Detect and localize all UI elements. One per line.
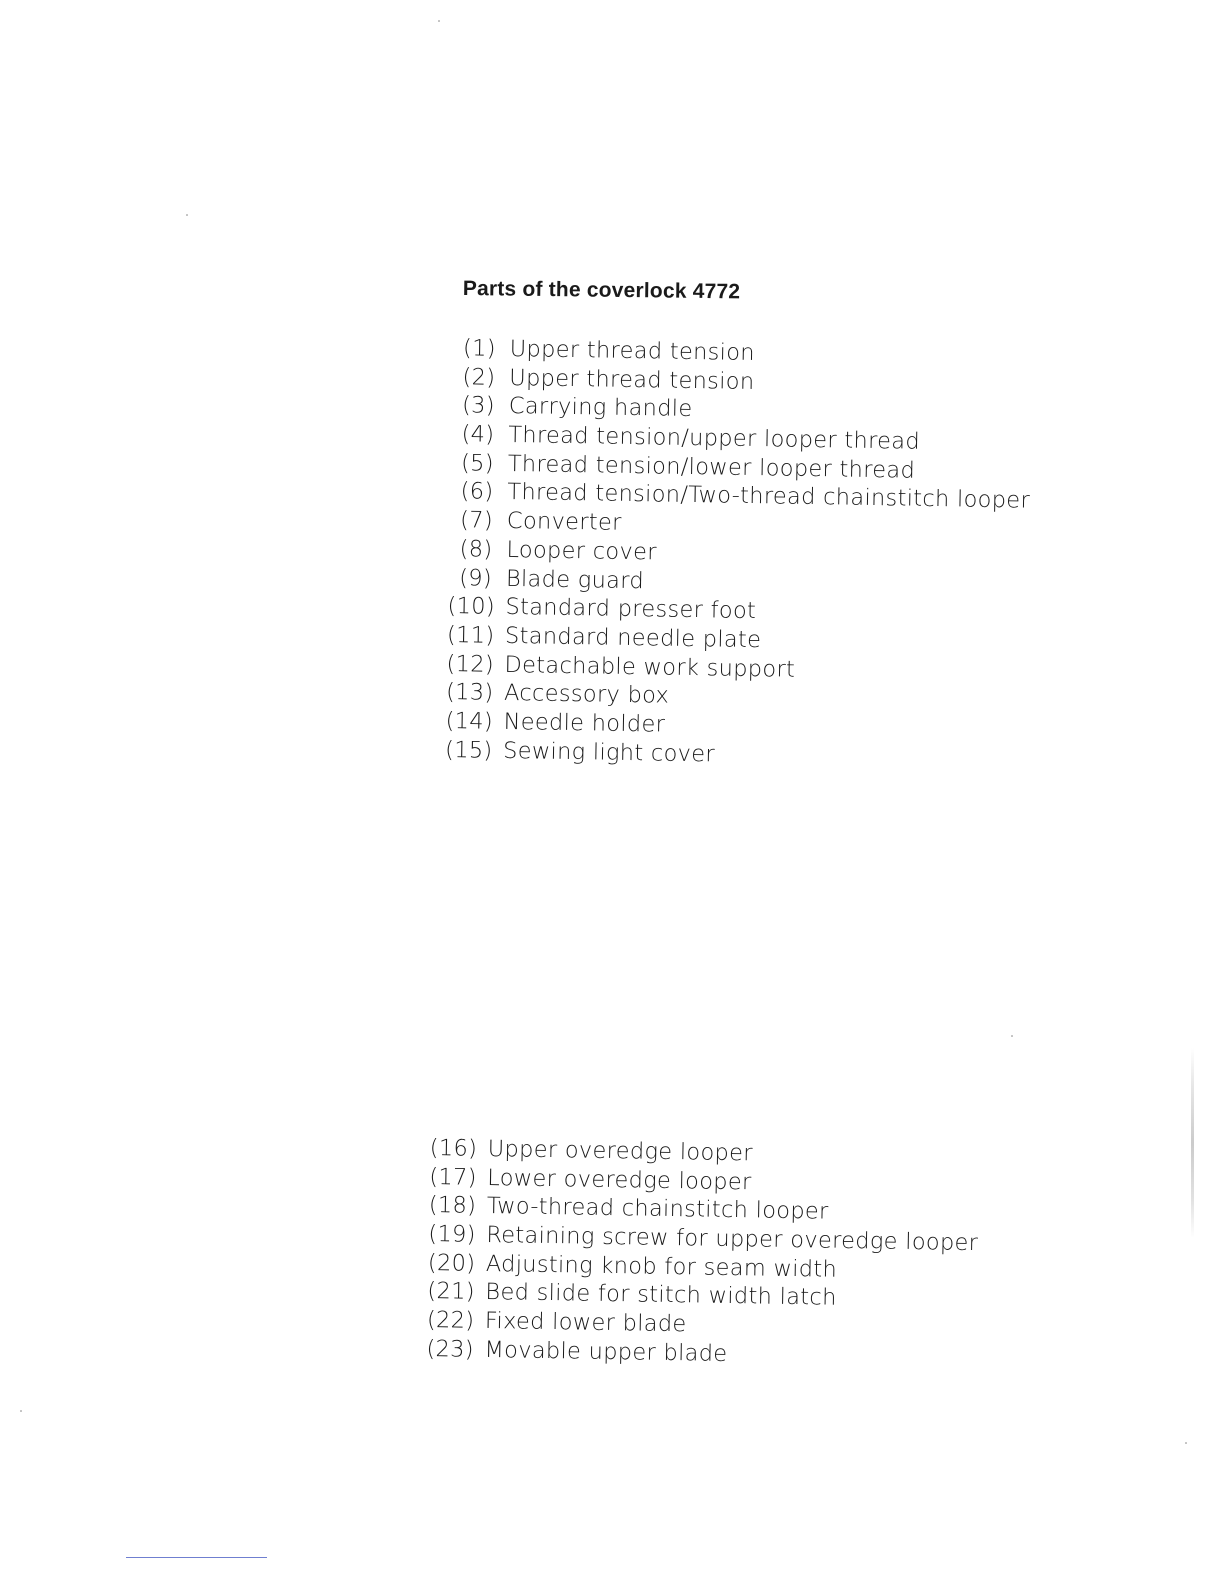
part-name: Fixed lower blade [484, 1308, 687, 1338]
part-number: (23) [426, 1335, 475, 1363]
part-number: (19) [428, 1221, 476, 1248]
part-name: Detachable work support [504, 651, 796, 683]
part-name: Retaining screw for upper overedge looper [486, 1222, 979, 1257]
scan-speck [186, 214, 188, 216]
part-number: (13) [445, 679, 494, 706]
part-name: Upper overedge looper [487, 1135, 754, 1167]
part-name: Converter [506, 508, 622, 536]
part-name: Movable upper blade [484, 1336, 728, 1367]
part-name: Carrying handle [508, 393, 693, 423]
parts-list-upper [445, 335, 1033, 775]
scan-artifact-line [126, 1557, 267, 1558]
part-number: (11) [446, 621, 495, 649]
part-name: Needle holder [503, 708, 666, 738]
part-name: Two-thread chainstitch looper [486, 1193, 829, 1225]
part-name: Thread tension/lower looper thread [507, 450, 916, 484]
part-name: Adjusting knob for seam width [485, 1250, 838, 1283]
part-number: (14) [445, 707, 494, 735]
part-name: Thread tension/upper looper thread [508, 422, 921, 455]
part-number: (3) [461, 392, 496, 420]
part-number: (15) [444, 736, 493, 764]
part-number: (12) [446, 650, 495, 678]
part-number: (2) [462, 363, 496, 391]
part-number: (4) [461, 421, 495, 448]
part-name: Sewing light cover [502, 737, 716, 768]
part-number: (6) [460, 478, 494, 506]
scan-artifact-edge [1191, 1048, 1194, 1238]
part-number: (10) [447, 593, 496, 620]
part-number: (1) [462, 335, 496, 362]
part-name: Upper thread tension [509, 335, 756, 367]
part-name: Upper thread tension [509, 364, 755, 395]
part-number: (16) [429, 1135, 478, 1162]
part-number: (22) [426, 1307, 475, 1334]
part-name: Bed slide for stitch width latch [485, 1279, 837, 1312]
part-name: Lower overedge looper [487, 1164, 752, 1196]
part-name: Standard needle plate [504, 622, 762, 654]
scan-speck [438, 20, 440, 22]
part-number: (18) [428, 1192, 477, 1220]
part-name: Blade guard [505, 565, 645, 594]
part-name: Accessory box [503, 680, 670, 709]
scan-speck [1185, 1442, 1187, 1444]
part-number: (8) [459, 535, 493, 563]
parts-list-lower [426, 1135, 980, 1374]
part-number: (17) [429, 1163, 477, 1191]
part-number: (5) [460, 449, 495, 477]
part-number: (21) [427, 1278, 476, 1306]
scan-speck [1011, 1035, 1013, 1037]
part-number: (7) [459, 507, 494, 534]
part-name: Looper cover [506, 536, 658, 566]
page-title: Parts of the coverlock 4772 [462, 277, 741, 304]
part-name: Standard presser foot [505, 594, 757, 625]
scan-speck [20, 1410, 22, 1412]
part-number: (20) [427, 1249, 476, 1277]
part-name: Thread tension/Two-thread chainstitch looper [507, 479, 1031, 515]
part-number: (9) [458, 564, 493, 592]
